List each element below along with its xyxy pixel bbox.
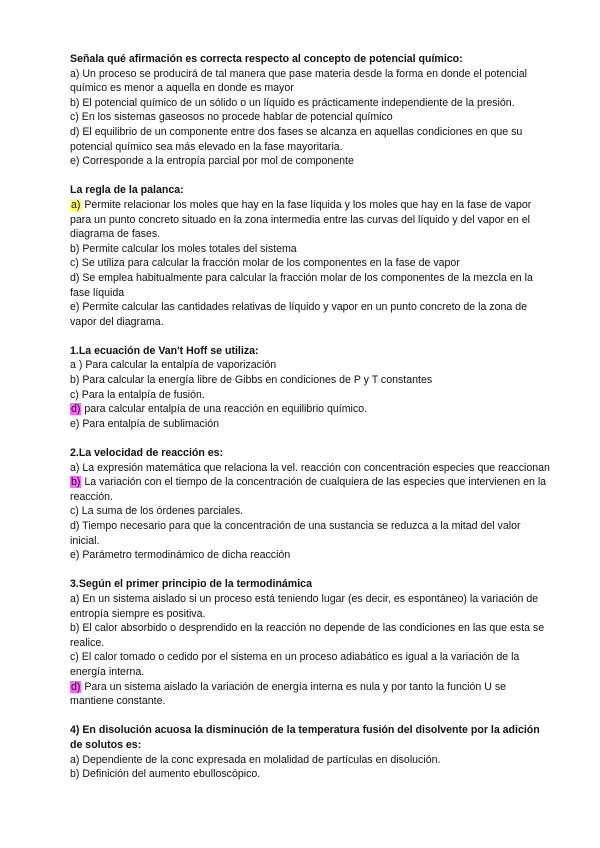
option-c	[70, 256, 550, 271]
option-marker: c)	[70, 651, 79, 664]
option-marker: b)	[70, 242, 80, 255]
option-marker: a)	[70, 67, 80, 80]
option-marker: b)	[70, 96, 80, 109]
option-text: El equilibrio de un componente entre dos fases se alcanza en aquellas condiciones en que su potencial químico sea más elevado en la fase mayoritaria.	[70, 125, 523, 153]
option-c	[70, 110, 550, 125]
option-e	[70, 300, 550, 329]
option-text: Se utiliza para calcular la fracción molar de los componentes en la fase de vapor	[78, 257, 460, 270]
option-text: Definición del aumento ebulloscópico.	[79, 768, 261, 781]
option-c	[70, 650, 550, 679]
option-marker: d)	[70, 271, 80, 284]
question-title: La regla de la palanca:	[70, 184, 184, 197]
option-d	[70, 680, 550, 709]
option-text: La expresión matemática que relaciona la vel. reacción con concentración especies que reaccionan	[79, 461, 550, 474]
option-d	[70, 125, 550, 154]
option-marker-highlighted: d)	[71, 680, 81, 693]
option-c	[70, 388, 550, 403]
option-b	[70, 621, 550, 650]
option-text: Para la entalpía de fusión.	[78, 388, 205, 401]
option-marker: b)	[70, 768, 80, 781]
question-regla-palanca	[70, 183, 550, 329]
question-velocidad-reaccion	[70, 446, 550, 563]
option-c	[70, 504, 550, 519]
option-text: para calcular entalpía de una reacción en equilibrio químico.	[81, 403, 368, 416]
option-b	[70, 373, 550, 388]
option-marker: b)	[70, 374, 80, 387]
option-text: Para calcular la energía libre de Gibbs en condiciones de P y T constantes	[79, 374, 433, 387]
option-marker: e)	[70, 301, 80, 314]
option-d	[70, 271, 550, 300]
option-marker-highlighted: a)	[71, 198, 81, 211]
document-page	[70, 52, 550, 796]
option-a	[70, 753, 550, 768]
option-marker: c)	[70, 505, 79, 518]
question-title: 2.La velocidad de reacción es:	[70, 447, 224, 460]
option-marker: e)	[70, 549, 80, 562]
option-e	[70, 548, 550, 563]
option-e	[70, 417, 550, 432]
option-marker-highlighted: d)	[71, 403, 81, 416]
option-a	[70, 461, 550, 476]
question-title: Señala qué afirmación es correcta respecto al concepto de potencial químico:	[70, 53, 463, 65]
option-e	[70, 154, 550, 169]
option-marker: d)	[70, 520, 80, 532]
option-marker: d)	[70, 125, 80, 138]
option-text: Tiempo necesario para que la concentración de una sustancia se reduzca a la mitad del valor inicial.	[70, 520, 521, 547]
option-text: En los sistemas gaseosos no procede hablar de potencial químico	[78, 111, 393, 124]
option-text: Parámetro termodinámico de dicha reacción	[79, 549, 291, 562]
option-a	[70, 198, 550, 242]
option-marker: c)	[70, 388, 79, 401]
option-marker: c)	[70, 257, 79, 270]
option-text: Corresponde a la entropía parcial por mol de componente	[79, 155, 354, 168]
question-title: 4) En disolución acuosa la disminución de la temperatura fusión del disolvente por la adición de solutos es:	[70, 724, 540, 751]
option-text: Permite calcular las cantidades relativas de líquido y vapor en un punto concreto de la zona de vapor del diagrama.	[70, 301, 527, 328]
option-marker: e)	[70, 155, 80, 168]
option-text: La suma de los órdenes parciales.	[78, 505, 244, 518]
question-vant-hoff	[70, 344, 550, 432]
option-text: Dependiente de la conc expresada en molalidad de partículas en disolución.	[79, 753, 441, 766]
option-b	[70, 767, 550, 782]
option-marker: a)	[70, 592, 80, 605]
option-marker-highlighted: b)	[71, 476, 81, 489]
option-a	[70, 358, 550, 373]
option-marker: b)	[70, 622, 80, 635]
option-d	[70, 402, 550, 417]
option-text: El potencial químico de un sólido o un líquido es prácticamente independiente de la presión.	[79, 96, 515, 109]
question-disolucion-acuosa	[70, 723, 550, 781]
option-marker: a)	[70, 753, 80, 766]
option-text: Permite calcular los moles totales del sistema	[79, 242, 297, 255]
question-title: 1.La ecuación de Van't Hoff se utiliza:	[70, 344, 259, 357]
option-text: Para un sistema aislado la variación de energía interna es nula y por tanto la función U se mantiene constante.	[70, 680, 507, 708]
option-text: Para entalpía de sublimación	[79, 417, 219, 430]
option-text: En un sistema aislado si un proceso está teniendo lugar (es decir, es espontáneo) la variación de entropía siempre es positiva.	[70, 592, 539, 620]
question-potencial-quimico	[70, 52, 550, 169]
option-text: La variación con el tiempo de la concentración de cualquiera de las especies que intervienen en la reacción.	[70, 476, 547, 503]
option-marker: a )	[70, 359, 83, 372]
option-marker: c)	[70, 111, 79, 124]
option-d	[70, 519, 550, 548]
option-a	[70, 67, 550, 96]
option-b	[70, 475, 550, 504]
option-b	[70, 96, 550, 111]
option-marker: a)	[70, 461, 80, 474]
option-text: El calor absorbido o desprendido en la reacción no depende de las condiciones en las que esta se realice.	[70, 622, 545, 649]
option-b	[70, 242, 550, 257]
option-text: Permite relacionar los moles que hay en la fase líquida y los moles que hay en la fase de vapor para un punto concreto situado en la zona intermedia entre las curvas del líquido y del vapor en el diagrama de fases.	[70, 198, 532, 241]
option-a	[70, 592, 550, 621]
question-title: 3.Según el primer principio de la termodinámica	[70, 578, 312, 591]
option-text: Se emplea habitualmente para calcular la fracción molar de los componentes de la mezcla en la fase líquida	[70, 271, 533, 299]
option-marker: e)	[70, 417, 80, 430]
option-text: El calor tomado o cedido por el sistema en un proceso adiabático es igual a la variación de la energía interna.	[70, 651, 520, 678]
option-text: Un proceso se producirá de tal manera que pase materia desde la forma en donde el potencial químico es menor a aquella en donde es mayor	[70, 67, 527, 95]
option-text: Para calcular la entalpía de vaporización	[82, 359, 277, 372]
question-primer-principio	[70, 577, 550, 708]
